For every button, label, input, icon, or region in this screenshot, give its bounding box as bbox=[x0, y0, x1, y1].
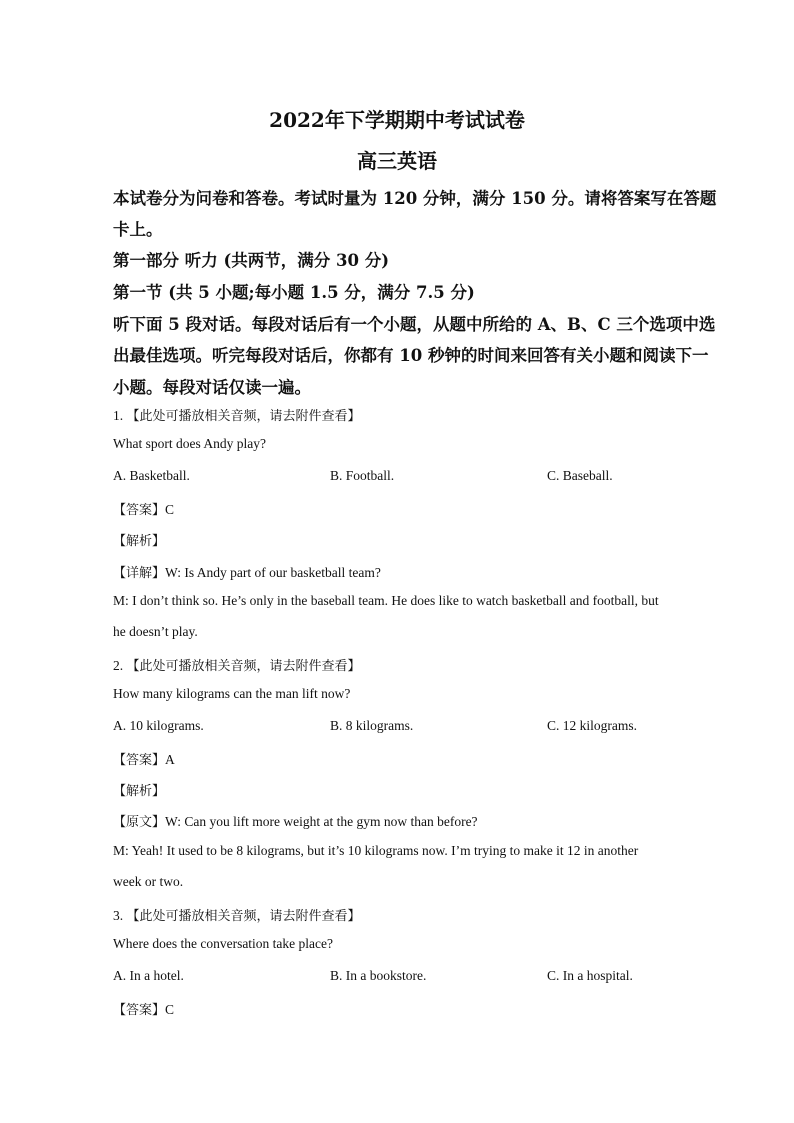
option-c: C. In a hospital. bbox=[547, 968, 633, 983]
question-2-header bbox=[113, 655, 361, 674]
question-1-header bbox=[113, 405, 361, 424]
transcript-line-2: week or two. bbox=[113, 874, 184, 889]
question-number: 3. bbox=[113, 908, 124, 923]
question-number: 1. bbox=[113, 408, 124, 423]
question-3-header bbox=[113, 905, 361, 924]
detail-line bbox=[113, 562, 381, 581]
transcript-line-1: M: I don’t think so. He’s only in the baseball team. He does like to watch basketball and football, but bbox=[113, 593, 659, 608]
answer-tag: 【答案】 bbox=[113, 1003, 166, 1018]
analysis-tag: 【解析】 bbox=[113, 784, 166, 799]
transcript-line-2: he doesn’t play. bbox=[113, 624, 198, 639]
detail-line bbox=[113, 811, 478, 830]
option-c: C. Baseball. bbox=[547, 468, 613, 483]
answer-line bbox=[113, 999, 174, 1018]
option-b: B. Football. bbox=[330, 468, 395, 483]
intro-line-2: 卡上。 bbox=[113, 220, 163, 239]
instruction-line-1: 听下面 5 段对话。每段对话后有一个小题，从题中所给的 A、B、C 三个选项中选 bbox=[113, 315, 716, 334]
question-1-text: What sport does Andy play? bbox=[113, 436, 266, 451]
detail-text: W: Can you lift more weight at the gym now than before? bbox=[165, 814, 478, 829]
section-heading: 第一节 (共 5 小题;每小题 1.5 分，满分 7.5 分) bbox=[113, 283, 475, 302]
question-2-text: How many kilograms can the man lift now? bbox=[113, 686, 351, 701]
detail-tag: 【详解】 bbox=[113, 566, 166, 581]
question-number: 2. bbox=[113, 658, 124, 673]
detail-tag: 【原文】 bbox=[113, 815, 166, 830]
audio-note: 【此处可播放相关音频，请去附件查看】 bbox=[126, 659, 361, 674]
option-a: A. 10 kilograms. bbox=[113, 718, 204, 733]
audio-note: 【此处可播放相关音频，请去附件查看】 bbox=[126, 909, 361, 924]
detail-text: W: Is Andy part of our basketball team? bbox=[165, 565, 381, 580]
answer-tag: 【答案】 bbox=[113, 503, 166, 518]
instruction-line-3: 小题。每段对话仅读一遍。 bbox=[113, 378, 311, 397]
answer-line bbox=[113, 499, 174, 518]
exam-subtitle: 高三英语 bbox=[357, 149, 437, 173]
option-a: A. In a hotel. bbox=[113, 968, 184, 983]
analysis-tag: 【解析】 bbox=[113, 534, 166, 549]
answer-value: A bbox=[165, 752, 175, 767]
option-a: A. Basketball. bbox=[113, 468, 190, 483]
instruction-line-2: 出最佳选项。听完每段对话后，你都有 10 秒钟的时间来回答有关小题和阅读下一 bbox=[113, 346, 709, 365]
transcript-line-1: M: Yeah! It used to be 8 kilograms, but it’s 10 kilograms now. I’m trying to make it 12 in another bbox=[113, 843, 639, 858]
exam-title: 2022年下学期期中考试试卷 bbox=[269, 108, 525, 132]
answer-value: C bbox=[165, 1002, 175, 1017]
option-c: C. 12 kilograms. bbox=[547, 718, 637, 733]
question-3-text: Where does the conversation take place? bbox=[113, 936, 334, 951]
option-b: B. In a bookstore. bbox=[330, 968, 427, 983]
answer-tag: 【答案】 bbox=[113, 753, 166, 768]
option-b: B. 8 kilograms. bbox=[330, 718, 414, 733]
intro-line-1: 本试卷分为问卷和答卷。考试时量为 120 分钟，满分 150 分。请将答案写在答题 bbox=[113, 189, 717, 208]
audio-note: 【此处可播放相关音频，请去附件查看】 bbox=[126, 409, 361, 424]
answer-line bbox=[113, 749, 175, 768]
answer-value: C bbox=[165, 502, 175, 517]
part-heading: 第一部分 听力 (共两节，满分 30 分) bbox=[113, 251, 390, 270]
